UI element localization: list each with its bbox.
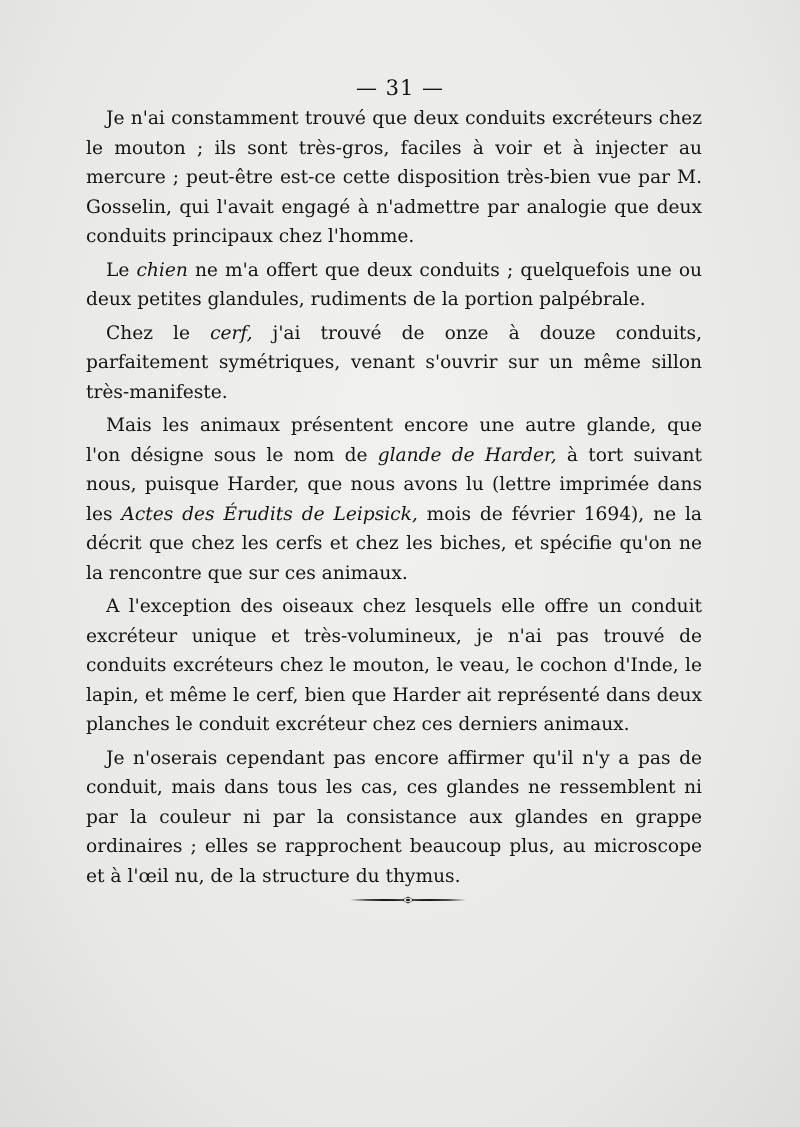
paragraph-6-text: Je n'oserais cependant pas encore affirmer qu'il n'y a pas de conduit, mais dans tous les cas, ces glandes ne ressemblent ni par la couleur ni par la consistance aux glandes en grappe ordinaires ; elles se rapprochent beaucoup plus, au microscope et à l'œil nu, de la structure du thymus.	[86, 747, 702, 887]
paragraph-6	[86, 744, 702, 892]
paragraph-5	[86, 592, 702, 740]
body-text	[86, 104, 702, 895]
paragraph-2-italic: chien	[136, 259, 188, 281]
paragraph-3	[86, 319, 702, 408]
paragraph-4	[86, 411, 702, 588]
paragraph-3-text-a: Chez le	[106, 322, 211, 344]
paragraph-1-text: Je n'ai constamment trouvé que deux conduits excréteurs chez le mouton ; ils sont très-gros, faciles à voir et à injecter au mercure ; peut-être est-ce cette disposition très-bien vue par M. Gosselin, qui l'avait engagé à n'admettre par analogie que deux conduits principaux chez l'homme.	[86, 108, 702, 247]
paragraph-4-italic: glande de Harder,	[377, 444, 557, 466]
paragraph-4-italic-2: Actes des Érudits de Leipsick,	[121, 503, 418, 525]
paragraph-5-text: A l'exception des oiseaux chez lesquels elle offre un conduit excréteur unique et très-volumineux, je n'ai pas trouvé de conduits excréteurs chez le mouton, le veau, le cochon d'Inde, le lapin, et même le cerf, bien que Harder ait représenté dans deux planches le conduit excréteur chez ces derniers animaux.	[86, 596, 702, 735]
paragraph-1	[86, 104, 702, 252]
paragraph-4-text-b: à tort suivant nous, puisque Harder, que nous avons lu (lettre imprimée dans les	[86, 444, 702, 525]
paragraph-2-text-a: Le	[106, 259, 137, 281]
paragraph-3-italic: cerf,	[210, 322, 253, 344]
ornament-rule-icon	[348, 893, 468, 907]
paragraph-3-text-b: j'ai trouvé de onze à douze conduits, parfaitement symétriques, venant s'ouvrir sur un même sillon très-manifeste.	[86, 322, 702, 403]
page-number: — 31 —	[355, 76, 445, 100]
paragraph-4-text-a: Mais les animaux présentent encore une autre glande, que l'on désigne sous le nom de	[86, 415, 702, 466]
paragraph-4-text-c: mois de février 1694), ne la décrit que chez les cerfs et chez les biches, et spécifie qu'on ne la rencontre que sur ces animaux.	[86, 503, 703, 584]
paragraph-2-text-b: ne m'a offert que deux conduits ; quelquefois une ou deux petites glandules, rudiments de la portion palpébrale.	[86, 259, 702, 310]
paragraph-2	[86, 256, 702, 315]
